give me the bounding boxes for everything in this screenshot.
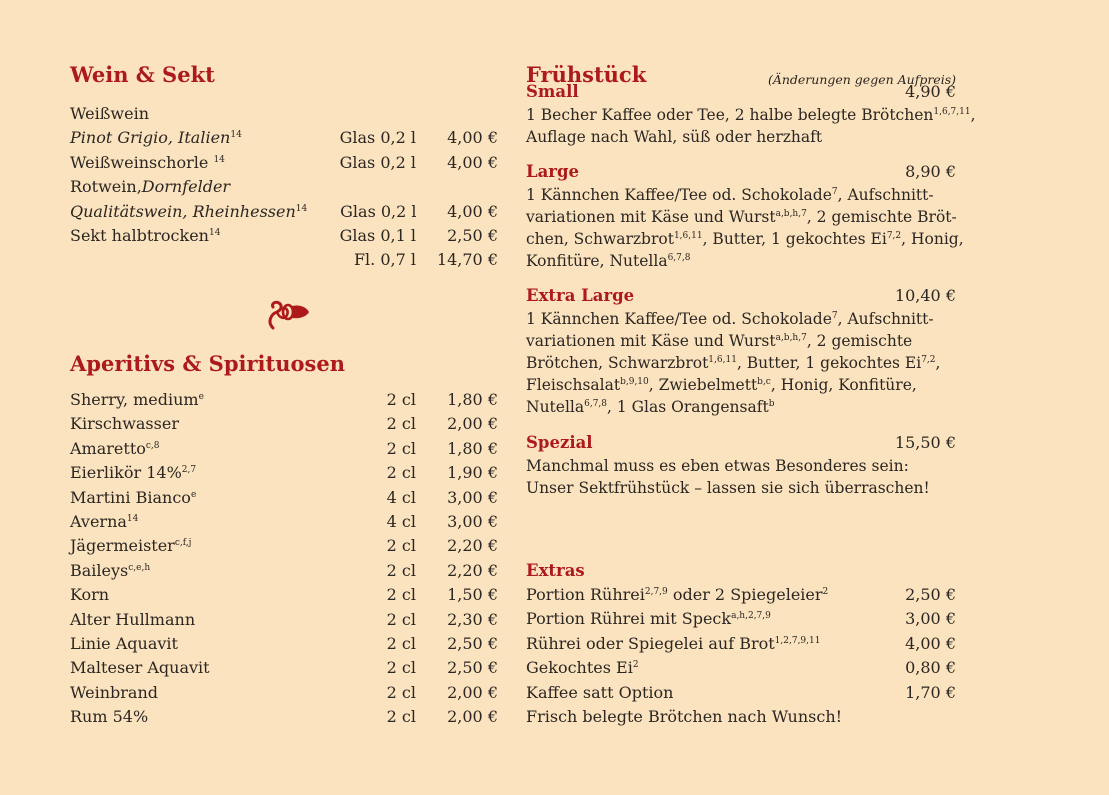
text-segment: Fleischsalat (526, 376, 621, 395)
breakfast-item (526, 80, 976, 148)
text-segment: Baileys (70, 560, 129, 580)
item-price: 3,00 € (447, 487, 498, 507)
item-price: 2,00 € (447, 414, 498, 434)
description-line (526, 477, 956, 499)
extras-section-title: Extras (526, 561, 585, 580)
allergen-footnote: 6,7,8 (584, 399, 608, 410)
allergen-footnote: 1,2,7,9,11 (774, 635, 821, 646)
text-segment: Dornfelder (141, 177, 231, 197)
text-segment: Malteser Aquavit (70, 658, 210, 678)
menu-row (70, 175, 498, 199)
item-size (306, 175, 416, 199)
item-size: 2 cl (386, 633, 416, 653)
text-segment: , 1 Glas Orangensaft (607, 398, 769, 417)
item-price: 4,00 € (447, 128, 498, 148)
item-price: 3,00 € (905, 609, 956, 629)
text-segment: Konfitüre, Nutella (526, 252, 668, 271)
item-size: 2 cl (386, 560, 416, 580)
description-line (526, 396, 956, 418)
text-segment: Nutella (526, 398, 585, 417)
item-size: Glas 0,2 l (339, 128, 416, 148)
item-price: 2,50 € (447, 225, 498, 245)
allergen-footnote: 14 (126, 513, 139, 524)
item-size: 2 cl (386, 463, 416, 483)
item-name (70, 175, 306, 199)
breakfast-item (526, 431, 956, 499)
item-name (70, 705, 306, 729)
item-size: 2 cl (386, 414, 416, 434)
menu-row (70, 510, 498, 534)
item-name (70, 102, 306, 126)
item-name (70, 388, 306, 412)
menu-row (70, 559, 498, 583)
text-segment: , (970, 106, 976, 125)
item-name (70, 437, 306, 461)
allergen-footnote: 7 (831, 311, 838, 322)
spirits-list (70, 388, 498, 729)
breakfast-item-name: Spezial (526, 433, 593, 452)
item-size: Glas 0,2 l (339, 152, 416, 172)
text-segment: Frisch belegte Brötchen nach Wunsch! (526, 706, 843, 726)
text-segment: Weißweinschorle (70, 152, 214, 172)
allergen-footnote: a,b,h,7 (775, 209, 807, 220)
extras-row (526, 705, 956, 729)
menu-row (70, 102, 498, 126)
breakfast-item-header (526, 160, 956, 184)
item-size (306, 102, 416, 126)
menu-row (70, 486, 498, 510)
allergen-footnote: a,h,2,7,9 (731, 611, 771, 622)
text-segment: , 2 gemischte Bröt- (806, 208, 957, 227)
extras-row (526, 607, 956, 631)
item-name (526, 705, 866, 729)
allergen-footnote: 1,6,7,11 (933, 107, 971, 118)
item-name (70, 151, 306, 175)
description-line (526, 352, 956, 374)
allergen-footnote: 2 (632, 660, 639, 671)
breakfast-item-name: Small (526, 82, 579, 101)
text-segment: Qualitätswein, Rheinhessen (70, 201, 296, 221)
text-segment: Sherry, medium (70, 390, 199, 409)
item-name (70, 656, 306, 680)
allergen-footnote: 2,7,9 (644, 587, 668, 597)
item-size: 2 cl (386, 585, 416, 605)
allergen-footnote: 14 (213, 154, 225, 165)
item-price: 2,50 € (447, 658, 498, 678)
text-segment: , Aufschnitt- (837, 186, 934, 205)
description-line (526, 330, 956, 352)
item-name (70, 534, 306, 558)
menu-row (70, 151, 498, 175)
text-segment: Martini Bianco (70, 487, 191, 507)
breakfast-item (526, 160, 964, 272)
text-segment: Sekt halbtrocken (70, 225, 209, 245)
item-name (70, 632, 306, 656)
allergen-footnote: e (198, 392, 204, 402)
item-name (526, 632, 866, 656)
allergen-footnote: c,e,h (128, 562, 151, 573)
item-price: 2,30 € (447, 609, 498, 629)
allergen-footnote: b (768, 399, 775, 410)
allergen-footnote: 14 (295, 203, 308, 214)
item-name (70, 412, 306, 436)
menu-row (70, 534, 498, 558)
menu-row (70, 388, 498, 412)
description-line (526, 455, 956, 477)
allergen-footnote: 2,7 (181, 465, 197, 476)
allergen-footnote: 7,2 (921, 355, 936, 366)
text-segment: , Butter, 1 gekochtes Ei (702, 230, 887, 249)
item-name (70, 681, 306, 705)
breakfast-section-title: Frühstück (526, 62, 647, 87)
menu-row (70, 681, 498, 705)
breakfast-item-price: 4,90 € (905, 82, 956, 101)
text-segment: , 2 gemischte (806, 332, 913, 351)
item-name (526, 681, 866, 705)
breakfast-item-header (526, 80, 956, 104)
allergen-footnote: c,8 (145, 440, 160, 451)
description-line (526, 126, 956, 148)
extras-row (526, 656, 956, 680)
item-price: 2,00 € (447, 707, 498, 727)
item-size: 2 cl (386, 390, 416, 409)
item-price: 2,50 € (905, 585, 956, 604)
item-price: 2,00 € (447, 682, 498, 702)
breakfast-note: (Änderungen gegen Aufpreis) (767, 72, 956, 87)
allergen-footnote: 14 (230, 130, 242, 141)
item-price: 1,80 € (447, 438, 498, 458)
item-size: 2 cl (386, 658, 416, 678)
item-name (70, 559, 306, 583)
item-price (416, 102, 498, 126)
allergen-footnote: 1,6,11 (708, 355, 737, 366)
text-segment: Amaretto (70, 438, 146, 458)
menu-row (70, 656, 498, 680)
description-line (526, 374, 956, 396)
allergen-footnote: 2 (822, 587, 829, 597)
extras-list (526, 583, 956, 729)
menu-row (70, 224, 498, 248)
menu-row (70, 583, 498, 607)
allergen-footnote: c,f,j (174, 538, 192, 549)
menu-row (70, 632, 498, 656)
text-segment: Pinot Grigio, Italien (70, 128, 231, 148)
item-size: 2 cl (386, 609, 416, 629)
wine-list (70, 102, 498, 273)
menu-row (70, 608, 498, 632)
text-segment: variationen mit Käse und Wurst (526, 332, 776, 351)
breakfast-item (526, 284, 956, 418)
item-price: 1,70 € (905, 682, 956, 702)
text-segment: Auflage nach Wahl, süß oder herzhaft (526, 128, 823, 147)
right-column (526, 60, 976, 726)
text-segment: Rum 54% (70, 707, 149, 727)
text-segment: Kirschwasser (70, 414, 179, 434)
item-price: 2,20 € (447, 536, 498, 556)
text-segment: Rührei oder Spiegelei auf Brot (526, 633, 775, 653)
ornament-icon (265, 298, 311, 330)
description-line (526, 308, 956, 330)
item-size: 4 cl (386, 511, 416, 531)
item-price (416, 175, 498, 199)
text-segment: Portion Rührei mit Speck (526, 609, 732, 629)
text-segment: Korn (70, 585, 110, 605)
item-price: 0,80 € (905, 658, 956, 678)
text-segment: , (935, 354, 941, 373)
text-segment: 1 Kännchen Kaffee/Tee od. Schokolade (526, 310, 832, 329)
allergen-footnote: e (190, 489, 197, 500)
item-price: 1,50 € (447, 585, 498, 605)
menu-row (70, 412, 498, 436)
text-segment: , Honig, Konfitüre, (770, 376, 917, 395)
item-size: 2 cl (386, 682, 416, 702)
text-segment: Brötchen, Schwarzbrot (526, 354, 709, 373)
menu-row (70, 126, 498, 150)
breakfast-item-name: Extra Large (526, 286, 635, 305)
menu-row (70, 705, 498, 729)
breakfast-item-header (526, 284, 956, 308)
allergen-footnote: 7 (831, 187, 838, 198)
description-line (526, 228, 964, 250)
item-name (70, 224, 306, 248)
allergen-footnote: b,9,10 (620, 377, 649, 388)
text-segment: Eierlikör 14% (70, 463, 182, 483)
item-price: 4,00 € (447, 201, 498, 221)
item-size: Fl. 0,7 l (353, 250, 416, 270)
item-name (526, 656, 866, 680)
menu-row (70, 437, 498, 461)
description-line (526, 104, 976, 126)
item-name (70, 583, 306, 607)
item-name (70, 126, 306, 150)
extras-row (526, 681, 956, 705)
extras-row (526, 583, 956, 607)
text-segment: Weißwein (70, 104, 149, 123)
menu-row (70, 200, 498, 224)
allergen-footnote: a,b,h,7 (775, 333, 807, 344)
text-segment: Manchmal muss es eben etwas Besonderes sein: (526, 457, 909, 476)
text-segment: Alter Hullmann (70, 609, 196, 629)
text-segment: variationen mit Käse und Wurst (526, 208, 776, 227)
breakfast-item-name: Large (526, 162, 580, 181)
item-price: 4,00 € (905, 633, 956, 653)
item-size: 2 cl (386, 438, 416, 458)
text-segment: oder 2 Spiegeleier (667, 585, 823, 604)
text-segment: Weinbrand (70, 682, 159, 702)
item-size: 2 cl (386, 707, 416, 727)
allergen-footnote: 1,6,11 (673, 231, 703, 242)
description-line (526, 250, 956, 272)
text-segment: , Butter, 1 gekochtes Ei (736, 354, 922, 373)
breakfast-item-price: 15,50 € (894, 433, 956, 452)
menu-row (70, 248, 498, 272)
text-segment: Gekochtes Ei (526, 658, 633, 678)
item-name (70, 510, 306, 534)
text-segment: Rotwein, (70, 177, 142, 197)
text-segment: Averna (70, 511, 127, 531)
wine-section-title: Wein & Sekt (70, 62, 215, 87)
allergen-footnote: 6,7,8 (667, 253, 691, 264)
text-segment: Portion Rührei (526, 585, 645, 604)
text-segment: , Honig, (901, 230, 964, 249)
item-price: 2,50 € (447, 633, 498, 653)
text-segment: Kaffee satt Option (526, 682, 674, 702)
menu-row (70, 461, 498, 485)
item-name (70, 200, 307, 224)
text-segment: Unser Sektfrühstück – lassen sie sich überraschen! (526, 479, 930, 498)
text-segment: Jägermeister (70, 536, 175, 556)
text-segment: , Aufschnitt- (837, 310, 934, 329)
item-size: 4 cl (386, 487, 416, 507)
item-price: 2,20 € (447, 560, 498, 580)
text-segment: Linie Aquavit (70, 633, 178, 653)
breakfast-item-price: 10,40 € (894, 286, 956, 305)
text-segment: 1 Kännchen Kaffee/Tee od. Schokolade (526, 186, 832, 205)
spirits-section-title: Aperitivs & Spirituosen (70, 351, 345, 376)
item-name (70, 461, 306, 485)
item-name (70, 486, 306, 510)
item-price: 1,90 € (447, 463, 498, 483)
text-segment: 1 Becher Kaffee oder Tee, 2 halbe belegte Brötchen (526, 106, 934, 125)
item-name (70, 248, 306, 272)
item-price: 4,00 € (447, 152, 498, 172)
description-line (526, 206, 956, 228)
breakfast-item-price: 8,90 € (905, 162, 956, 181)
allergen-footnote: 7,2 (886, 231, 902, 242)
breakfast-item-header (526, 431, 956, 455)
item-price: 14,70 € (436, 250, 498, 270)
item-size: 2 cl (386, 536, 416, 556)
item-size: Glas 0,2 l (340, 201, 417, 221)
item-price: 1,80 € (447, 390, 498, 409)
allergen-footnote: b,c (757, 377, 771, 388)
text-segment: chen, Schwarzbrot (526, 230, 674, 249)
item-price: 3,00 € (447, 511, 498, 531)
text-segment: , Zwiebelmett (648, 376, 758, 395)
allergen-footnote: 14 (208, 227, 221, 238)
item-name (526, 607, 866, 631)
item-price (866, 705, 956, 729)
extras-row (526, 632, 956, 656)
item-name (70, 608, 306, 632)
left-column (70, 60, 498, 727)
item-size: Glas 0,1 l (339, 225, 416, 245)
description-line (526, 184, 956, 206)
item-name (526, 583, 866, 607)
